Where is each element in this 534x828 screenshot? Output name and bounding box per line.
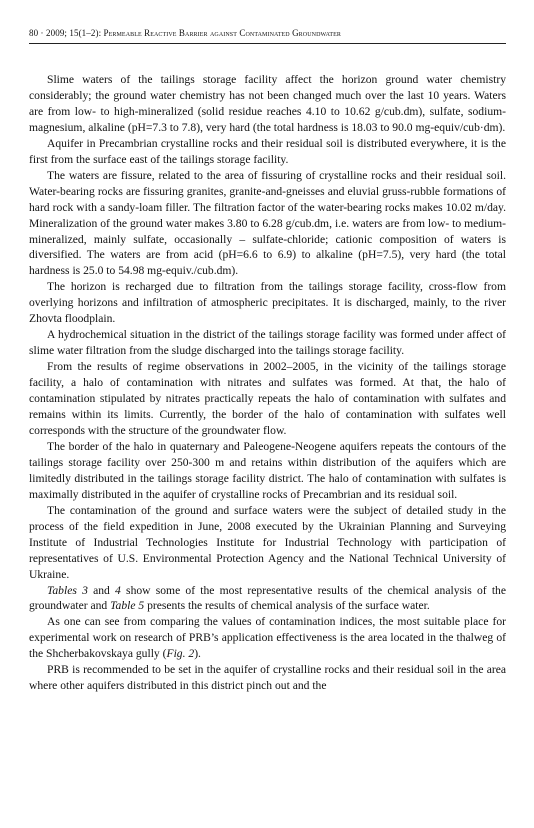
text-run: presents the results of chemical analysis of the surface water. (144, 599, 430, 613)
text-run: As one can see from comparing the values of contamination indices, the most suitable place for experimental work on research of PRB’s application effectiveness is the area located in the thalweg of the Shcherbakovskaya gully ( (29, 615, 506, 661)
paragraph-horizon-recharge: The horizon is recharged due to filtration from the tailings storage facility, cross-flow from overlying horizons and infiltration of atmospheric precipitates. It is discharged, mainly, to the river Zhovta floodplain. (29, 280, 506, 326)
table-reference: Table 5 (110, 599, 145, 613)
header-rule (29, 43, 506, 44)
paragraph-field-expedition: The contamination of the ground and surface waters were the subject of detailed study in the process of the field expedition in June, 2008 executed by the Ukrainian Planning and Surveying Institute of Industrial Technologies Institute for Industrial Technology with participation of representatives of U.S. Environmental Protection Agency and the National Technical University of Ukraine. (29, 503, 506, 581)
text-run: ). (194, 647, 201, 661)
paragraph-tables-reference (29, 583, 506, 615)
paragraph-slime-waters: Slime waters of the tailings storage facility affect the horizon ground water chemistry considerably; the ground water chemistry has not been changed much over the last 10 years. Waters are from low- to high-mineralized (solid residue reaches 4.10 to 10.62 g/cub.dm), sulfate, sodium-magnesium, alkaline (pH=7.3 to 7.8), very hard (the total hardness is 18.03 to 90.0 mg-equiv/cub·dm). (29, 73, 506, 134)
page-number: 80 (29, 28, 39, 38)
text-run: and (87, 583, 116, 597)
journal-reference: 2009; 15(1–2) (46, 28, 99, 38)
paragraph-halo-border: The border of the halo in quaternary and Paleogene-Neogene aquifers repeats the contours of the tailings storage facility over 250-300 m and retains within distribution of the aquifers which are limitedly distributed in the tailings storage facility district. The halo of contamination with sulfates is maximally distributed in the aquifer of crystalline rocks of Precambrian and its residual soil. (29, 439, 506, 501)
paragraph-regime-observations: From the results of regime observations in 2002–2005, in the vicinity of the tailings storage facility, a halo of contamination with nitrates and sulfates was formed. At that, the halo of contamination stipulated by nitrates practically repeats the halo of contamination with sulfates and remains within its limits. Currently, the border of the halo of contamination with sulfates well corresponds with the structure of the groundwater flow. (29, 360, 506, 437)
header-separator: : (98, 28, 104, 38)
article-body (29, 72, 506, 694)
paragraph-contamination-indices (29, 614, 506, 662)
header-separator: · (38, 28, 47, 38)
article-title: Permeable Reactive Barrier against Contaminated Groundwater (103, 28, 342, 38)
text-run: show some of the most representative results of the chemical analysis of the groundwater and (29, 583, 507, 613)
paragraph-precambrian-aquifer: Aquifer in Precambrian crystalline rocks and their residual soil is distributed everywhere, it is the first from the surface east of the tailings storage facility. (29, 136, 506, 166)
running-header (29, 28, 506, 38)
paragraph-hydrochemical-situation: A hydrochemical situation in the district of the tailings storage facility was formed under affect of slime water filtration from the sludge discharged into the tailings storage facility. (29, 328, 506, 358)
table-reference: 4 (115, 583, 121, 597)
figure-reference: Fig. 2 (166, 647, 195, 661)
table-reference: Tables 3 (47, 583, 88, 597)
paragraph-prb-recommendation: PRB is recommended to be set in the aquifer of crystalline rocks and their residual soil in the area where other aquifers distributed in this district pinch out and the (29, 663, 506, 693)
paragraph-fissure-waters: The waters are fissure, related to the area of fissuring of crystalline rocks and their residual soil. Water-bearing rocks are fissuring granites, granite-and-gneisses and eluvial gruss-rubble formations of hard rock with a sandy-loam filler. The filtration factor of the water-bearing rocks makes 10.02 m/day. Mineralization of the ground water makes 3.80 to 6.28 g/cub.dm, i.e. waters are from low- to medium-mineralized, mainly sulfate, occasionally – sulfate-chloride; cationic composition of waters is diversified. The waters are from acid (pH=6.6 to 6.9) to alkaline (pH=7.5), very hard (the total hardness is 25.0 to 54.98 mg-equiv./cub.dm). (29, 168, 506, 278)
